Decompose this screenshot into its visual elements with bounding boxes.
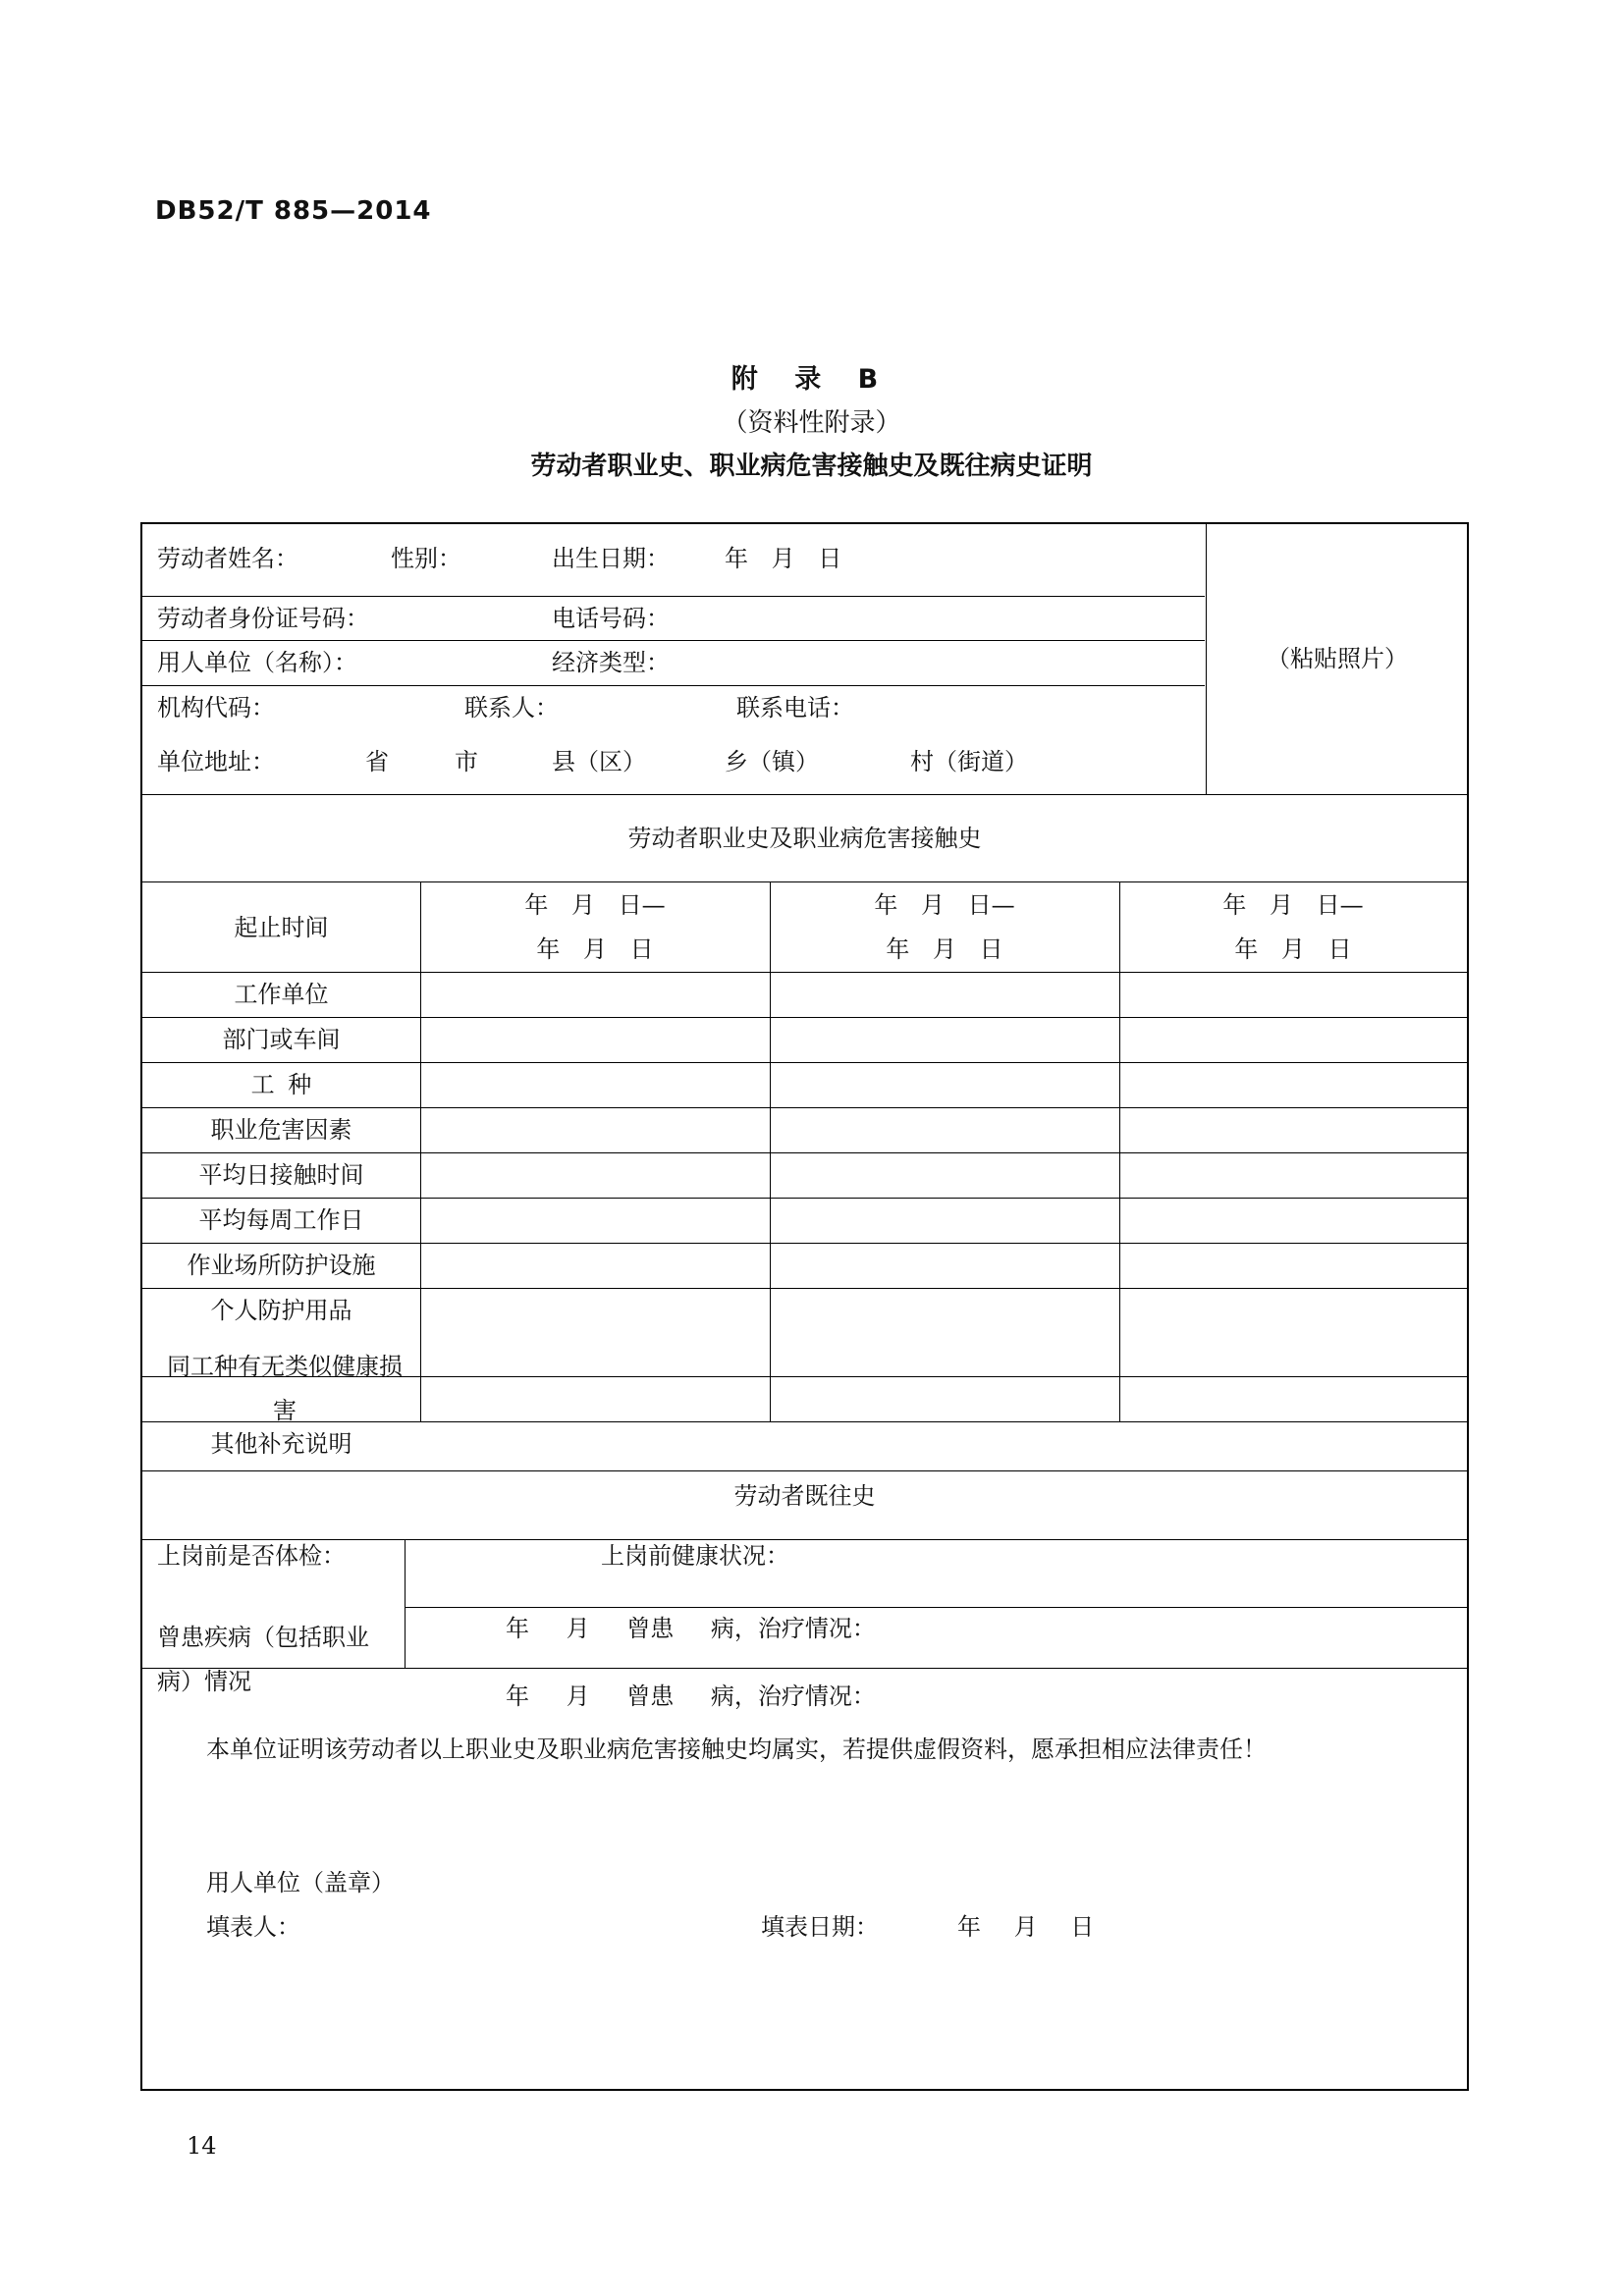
address-village: 村（街道） bbox=[910, 748, 1028, 775]
row-label-hazard-factors: 职业危害因素 bbox=[210, 1116, 352, 1144]
rule bbox=[142, 685, 1205, 686]
rule bbox=[142, 794, 1467, 795]
name-label: 劳动者姓名： bbox=[157, 545, 298, 572]
row-label-workplace: 工作单位 bbox=[234, 981, 329, 1008]
appendix-title: 附 录 B bbox=[730, 364, 893, 395]
certification-statement: 本单位证明该劳动者以上职业史及职业病危害接触史均属实，若提供虚假资料，愿承担相应法律责任！ bbox=[206, 1735, 1267, 1763]
id-label: 劳动者身份证号码： bbox=[157, 605, 369, 632]
row-label-other-notes: 其他补充说明 bbox=[210, 1430, 352, 1458]
rule bbox=[142, 972, 1467, 973]
period-start: 年 月 日— bbox=[1222, 891, 1364, 919]
row-label-daily-exposure: 平均日接触时间 bbox=[198, 1161, 364, 1189]
stamp-label: 用人单位（盖章） bbox=[206, 1869, 395, 1896]
rule bbox=[142, 881, 1467, 882]
phone-label: 电话号码： bbox=[552, 605, 670, 632]
pre-exam-label: 上岗前是否体检： bbox=[157, 1542, 346, 1570]
gender-label: 性别： bbox=[391, 545, 461, 572]
rule bbox=[142, 1539, 1467, 1540]
rule bbox=[420, 881, 421, 1421]
period-label: 起止时间 bbox=[234, 914, 329, 941]
past-section-title: 劳动者既往史 bbox=[733, 1482, 876, 1510]
rule bbox=[142, 596, 1205, 597]
standard-code: DB52/T 885—2014 bbox=[155, 196, 432, 226]
birth-label: 出生日期： bbox=[552, 545, 670, 572]
history-section-title: 劳动者职业史及职业病危害接触史 bbox=[627, 825, 982, 852]
birth-date-field[interactable]: 年 月 日 bbox=[725, 545, 842, 572]
history-column-3-cells[interactable] bbox=[1121, 974, 1465, 1419]
disease-label: 曾患疾病（包括职业病）情况 bbox=[157, 1624, 369, 1695]
rule bbox=[142, 640, 1205, 641]
period-end: 年 月 日 bbox=[1234, 935, 1352, 963]
address-label: 单位地址： bbox=[157, 748, 275, 775]
rule bbox=[770, 881, 771, 1421]
disease-line-2[interactable]: 年 月 曾患 病，治疗情况： bbox=[506, 1682, 876, 1710]
fill-date-field[interactable]: 年 月 日 bbox=[957, 1913, 1095, 1941]
address-county: 县（区） bbox=[552, 748, 646, 775]
row-label-site-protection: 作业场所防护设施 bbox=[187, 1252, 376, 1279]
disease-line-1[interactable]: 年 月 曾患 病，治疗情况： bbox=[506, 1615, 876, 1642]
contact-label: 联系人： bbox=[464, 694, 559, 721]
period-end: 年 月 日 bbox=[886, 935, 1003, 963]
pre-health-label: 上岗前健康状况： bbox=[601, 1542, 789, 1570]
page-number: 14 bbox=[187, 2132, 217, 2160]
row-label-ppe: 个人防护用品 bbox=[210, 1297, 352, 1324]
row-label-job-type: 工 种 bbox=[250, 1071, 312, 1098]
certificate-form bbox=[140, 522, 1469, 2091]
org-code-label: 机构代码： bbox=[157, 694, 275, 721]
period-start: 年 月 日— bbox=[874, 891, 1015, 919]
form-title: 劳动者职业史、职业病危害接触史及既往病史证明 bbox=[530, 452, 1093, 481]
address-province: 省 bbox=[365, 748, 389, 775]
row-label-department: 部门或车间 bbox=[222, 1026, 341, 1053]
photo-placeholder[interactable]: （粘贴照片） bbox=[1267, 645, 1408, 672]
employer-label: 用人单位（名称）： bbox=[157, 649, 357, 676]
address-city: 市 bbox=[455, 748, 478, 775]
rule bbox=[1206, 524, 1207, 794]
period-end: 年 月 日 bbox=[536, 935, 654, 963]
contact-phone-label: 联系电话： bbox=[736, 694, 854, 721]
rule bbox=[405, 1539, 406, 1668]
address-town: 乡（镇） bbox=[725, 748, 819, 775]
row-label-weekly-workdays: 平均每周工作日 bbox=[198, 1206, 364, 1234]
appendix-type: （资料性附录） bbox=[722, 408, 901, 438]
rule bbox=[142, 1470, 1467, 1471]
econ-type-label: 经济类型： bbox=[552, 649, 670, 676]
rule bbox=[405, 1607, 1467, 1608]
period-start: 年 月 日— bbox=[524, 891, 666, 919]
row-label-similar-harm: 同工种有无类似健康损害 bbox=[167, 1353, 403, 1424]
history-column-1-cells[interactable] bbox=[422, 974, 768, 1419]
history-column-2-cells[interactable] bbox=[772, 974, 1117, 1419]
rule bbox=[1119, 881, 1120, 1421]
filler-label: 填表人： bbox=[206, 1913, 300, 1941]
fill-date-label: 填表日期： bbox=[761, 1913, 879, 1941]
